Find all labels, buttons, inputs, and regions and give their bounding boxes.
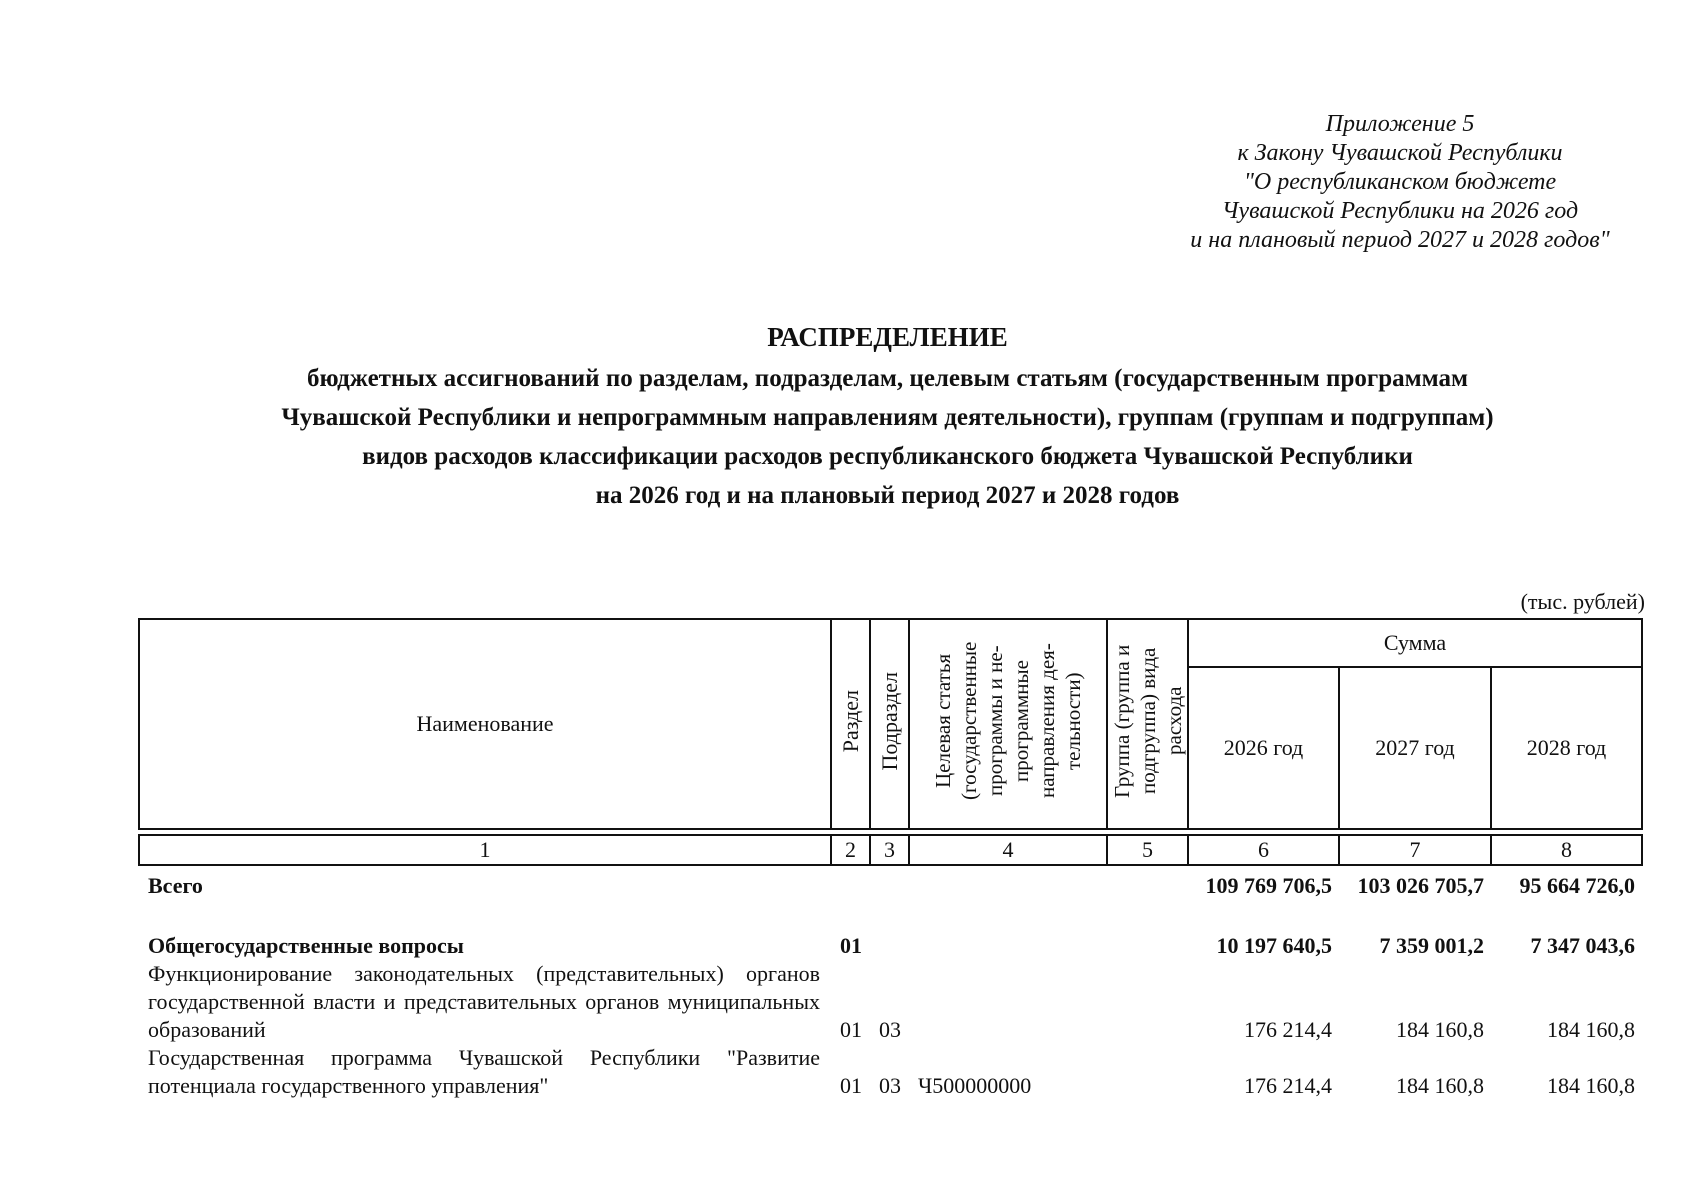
row-2028: 95 664 726,0 [1519, 873, 1635, 898]
col-number: 2 [831, 835, 870, 865]
row-name: Общегосударственные вопросы [148, 933, 464, 958]
row-section [830, 860, 869, 900]
row-subsection [869, 900, 908, 960]
row-2026: 176 214,4 [1244, 1073, 1332, 1098]
row-group [1106, 1044, 1187, 1100]
header-2026: 2026 год [1188, 667, 1339, 829]
row-section: 01 [840, 933, 862, 958]
appendix-line: Чувашской Республики на 2026 год [1221, 198, 1579, 224]
row-target [908, 860, 1106, 900]
title-main: РАСПРЕДЕЛЕНИЕ [767, 322, 1008, 352]
header-section: Раздел [831, 619, 870, 829]
appendix-line: "О республиканском бюджете [1243, 169, 1557, 195]
row-name: Всего [148, 873, 203, 898]
row-name: Государственная программа Чувашской Республики "Развитие потенциала государственного управления" [148, 1045, 820, 1098]
table-header [138, 618, 1643, 866]
row-section: 01 [840, 1073, 862, 1098]
row-name: Функционирование законодательных (представительных) органов государственной власти и представительных органов муниципальных образований [148, 961, 820, 1042]
row-2027: 184 160,8 [1396, 1017, 1484, 1042]
col-number: 6 [1188, 835, 1339, 865]
title-line: на 2026 год и на плановый период 2027 и 2028 годов [595, 482, 1180, 509]
header-sum: Сумма [1188, 619, 1642, 667]
row-target [908, 960, 1106, 1044]
row-2026: 109 769 706,5 [1205, 873, 1332, 898]
row-group [1106, 900, 1187, 960]
header-2028: 2028 год [1491, 667, 1642, 829]
appendix-line: Приложение 5 [1325, 111, 1475, 137]
header-group: Группа (группа и подгруппа) вида расхода [1107, 619, 1188, 829]
appendix-line: и на плановый период 2027 и 2028 годов" [1190, 227, 1610, 253]
header-target: Целевая статья (государственные программы и не-программные направления дея-тельности) [909, 619, 1107, 829]
row-target: Ч500000000 [918, 1073, 1032, 1098]
row-group [1106, 860, 1187, 900]
table-row [138, 860, 1641, 900]
col-number: 8 [1491, 835, 1642, 865]
row-2028: 184 160,8 [1547, 1073, 1635, 1098]
row-group [1106, 960, 1187, 1044]
document-title [100, 318, 1675, 515]
row-2026: 176 214,4 [1244, 1017, 1332, 1042]
table-row [138, 900, 1641, 960]
table-row [138, 1044, 1641, 1100]
table-row [138, 960, 1641, 1044]
title-line: видов расходов классификации расходов республиканского бюджета Чувашской Республики [362, 443, 1413, 470]
row-section: 01 [840, 1017, 862, 1042]
header-2027: 2027 год [1339, 667, 1491, 829]
row-subsection [869, 860, 908, 900]
header-subsection: Подраздел [870, 619, 909, 829]
row-subsection: 03 [879, 1017, 901, 1042]
row-subsection: 03 [879, 1073, 901, 1098]
row-2028: 7 347 043,6 [1530, 933, 1635, 958]
title-line: Чувашской Республики и непрограммным направлениям деятельности), группам (группам и подгруппам) [281, 404, 1494, 431]
col-number: 4 [909, 835, 1107, 865]
appendix-note [1140, 110, 1660, 255]
row-2027: 184 160,8 [1396, 1073, 1484, 1098]
col-number: 7 [1339, 835, 1491, 865]
row-2027: 103 026 705,7 [1357, 873, 1484, 898]
row-2028: 184 160,8 [1547, 1017, 1635, 1042]
data-table [138, 860, 1641, 1100]
appendix-line: к Закону Чувашской Республики [1237, 140, 1563, 166]
col-number: 3 [870, 835, 909, 865]
row-target [908, 900, 1106, 960]
row-2026: 10 197 640,5 [1216, 933, 1332, 958]
header-name: Наименование [139, 619, 831, 829]
col-number: 5 [1107, 835, 1188, 865]
title-line: бюджетных ассигнований по разделам, подразделам, целевым статьям (государственным программам [306, 365, 1469, 392]
row-2027: 7 359 001,2 [1379, 933, 1484, 958]
units-label: (тыс. рублей) [1520, 589, 1645, 614]
col-number: 1 [139, 835, 831, 865]
